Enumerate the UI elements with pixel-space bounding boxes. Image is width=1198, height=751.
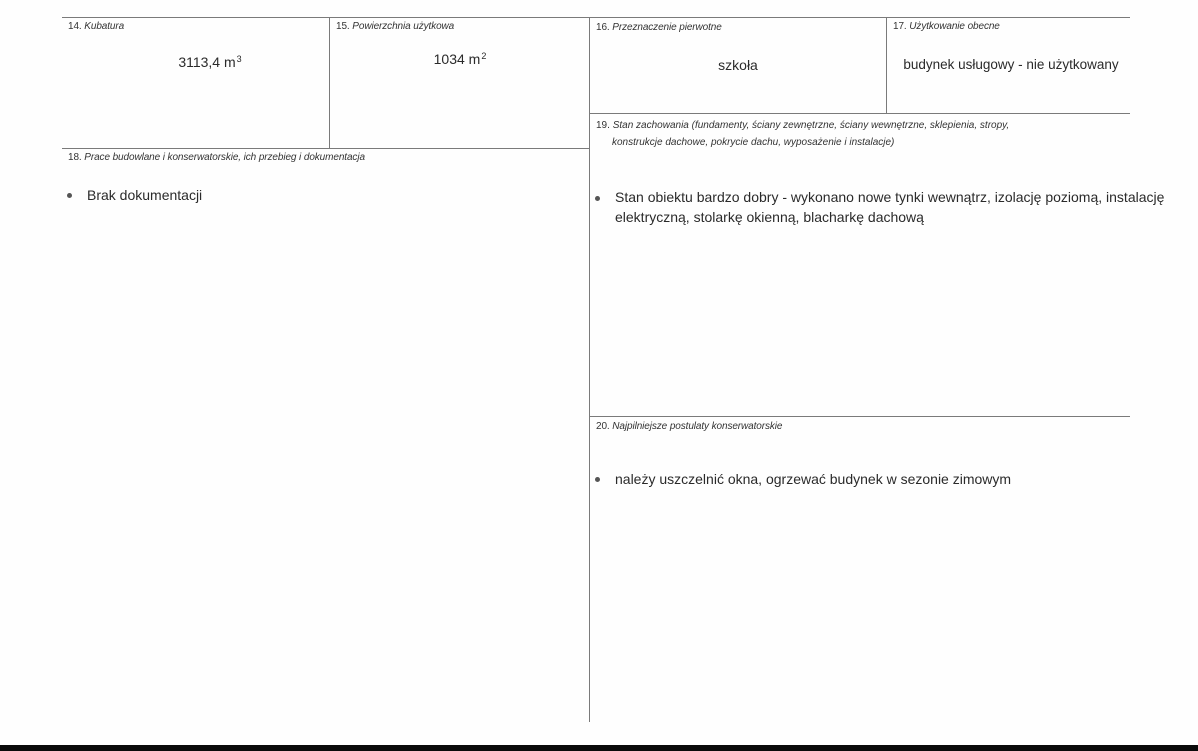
- field-20-label: [596, 421, 782, 432]
- field-15-number: 15.: [336, 21, 350, 32]
- field-19-label-line1: [596, 117, 1126, 134]
- field-17-value: budynek usługowy - nie użytkowany: [903, 57, 1119, 72]
- divider-14-15: [329, 17, 330, 148]
- field-18-number: 18.: [68, 152, 82, 163]
- field-16-title: Przeznaczenie pierwotne: [612, 22, 722, 33]
- field-18-title: Prace budowlane i konserwatorskie, ich przebieg i dokumentacja: [84, 152, 365, 163]
- field-15-label: [336, 21, 454, 32]
- field-14-label: [68, 21, 124, 32]
- field-17-title: Użytkowanie obecne: [909, 21, 1000, 32]
- field-19-item: [615, 187, 1165, 227]
- divider-16-17: [886, 17, 887, 113]
- field-19-title-line2: konstrukcje dachowe, pokrycie dachu, wyposażenie i instalacje): [612, 137, 895, 148]
- field-18-bullet-icon: [67, 193, 72, 198]
- line-above-20: [589, 416, 1130, 417]
- field-20-title: Najpilniejsze postulaty konserwatorskie: [612, 421, 783, 432]
- field-19-number: 19.: [596, 120, 610, 131]
- field-20-number: 20.: [596, 421, 610, 432]
- field-18-item: Brak dokumentacji: [87, 187, 203, 203]
- field-19-item-line1: Stan obiektu bardzo dobry - wykonano nowe tynki wewnątrz, izolację poziomą, instalację: [615, 189, 1165, 205]
- field-17-label: [893, 21, 1000, 32]
- field-14-unit-superscript: 3: [236, 54, 242, 64]
- field-19-item-line2: elektryczną, stolarkę okienną, blacharkę dachową: [615, 209, 924, 225]
- field-16-number: 16.: [596, 22, 610, 33]
- field-19-bullet-icon: [595, 196, 600, 201]
- field-19-label: [596, 117, 1126, 151]
- divider-15-16: [589, 17, 590, 722]
- field-14-title: Kubatura: [84, 21, 125, 32]
- field-15-title: Powierzchnia użytkowa: [352, 21, 455, 32]
- field-16-value: szkoła: [718, 57, 758, 73]
- field-15-value-text: 1034 m: [433, 51, 481, 67]
- field-19-title-line1: Stan zachowania (fundamenty, ściany zewnętrzne, ściany wewnętrzne, sklepienia, stropy,: [612, 120, 1010, 131]
- field-17-number: 17.: [893, 21, 907, 32]
- field-15-unit-superscript: 2: [481, 51, 487, 61]
- field-14-number: 14.: [68, 21, 82, 32]
- field-15-value: [420, 51, 500, 67]
- line-above-18: [62, 148, 589, 149]
- field-20-bullet-icon: [595, 477, 600, 482]
- field-20-item: należy uszczelnić okna, ogrzewać budynek w sezonie zimowym: [615, 471, 1012, 487]
- top-border-line: [62, 17, 1130, 18]
- field-16-label: [596, 22, 722, 33]
- field-14-value-text: 3113,4 m: [178, 54, 236, 70]
- scan-bottom-edge: [0, 745, 1198, 751]
- field-14-value: [150, 54, 270, 70]
- field-18-label: [68, 152, 365, 163]
- line-below-16-17: [589, 113, 1130, 114]
